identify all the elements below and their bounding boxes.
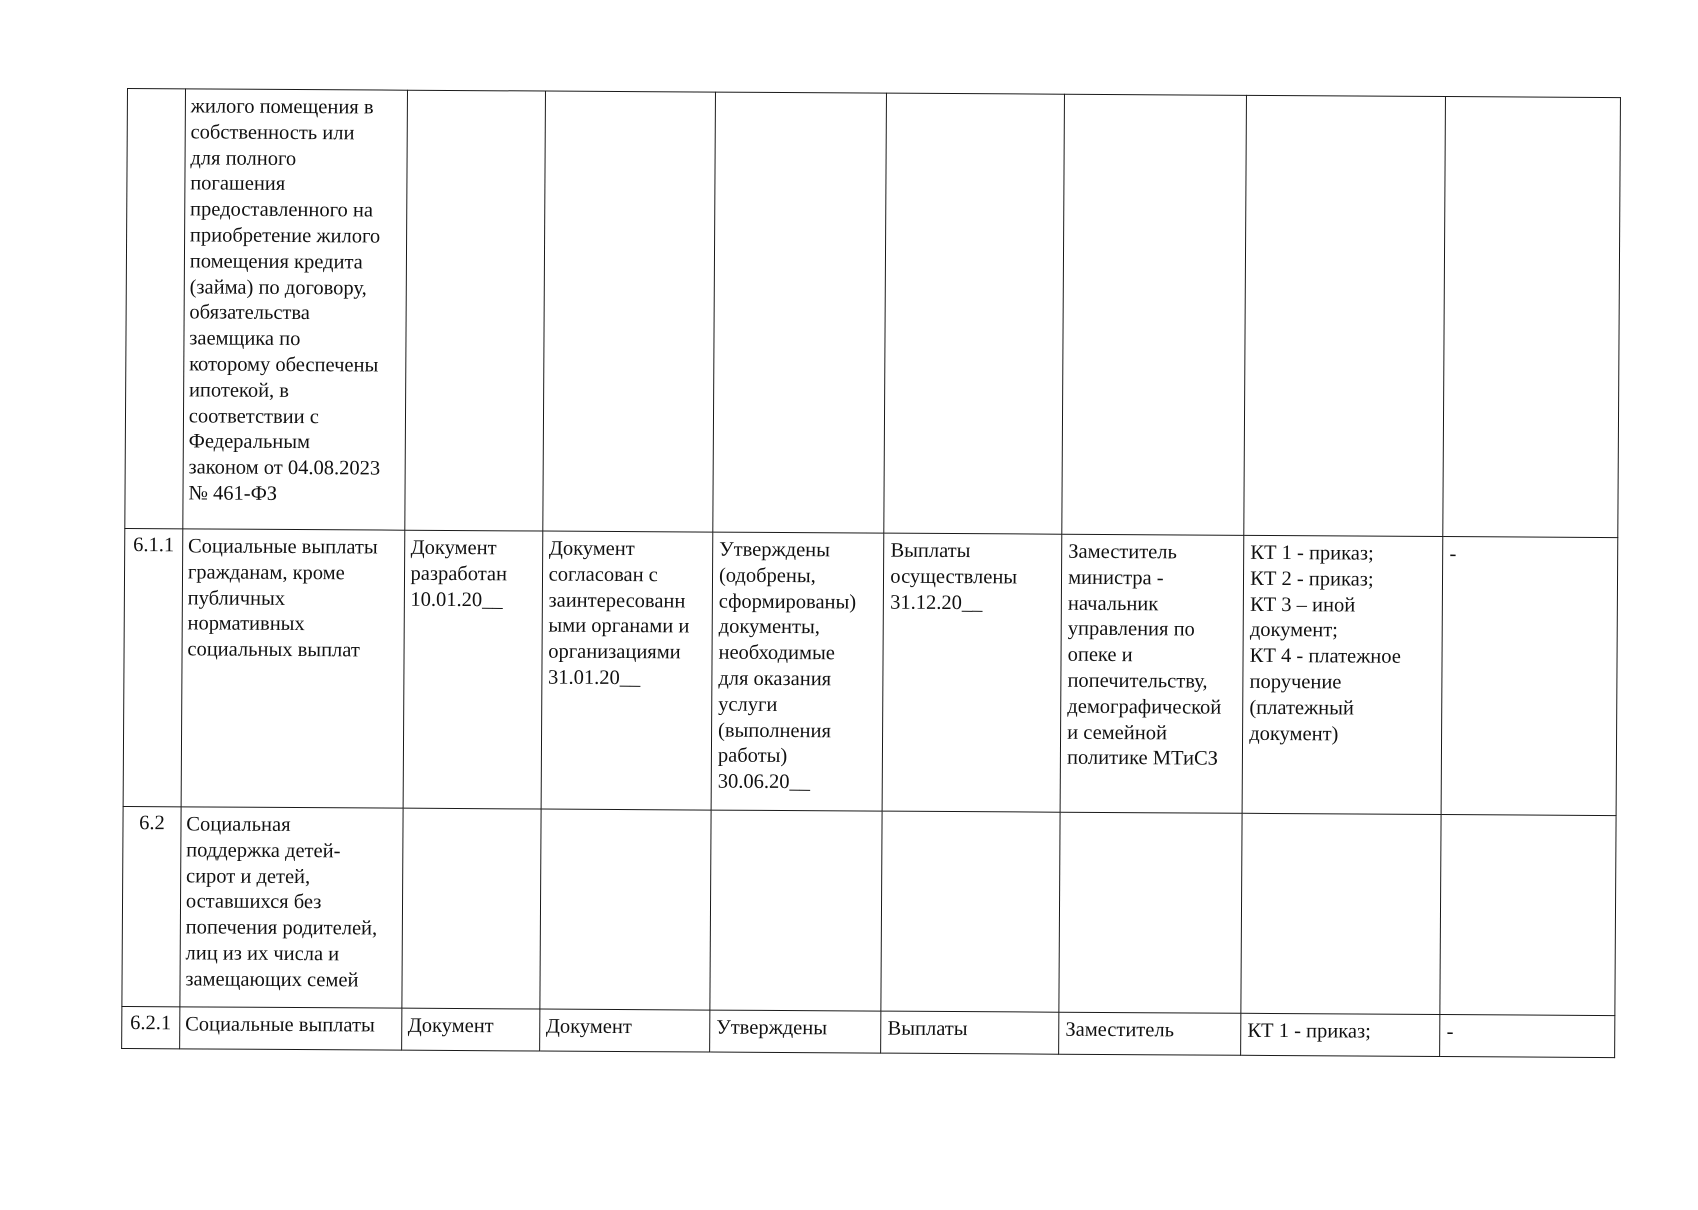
documents-cell: КТ 1 - приказ;: [1241, 1013, 1440, 1056]
control-point-4-cell: Выплаты: [881, 1011, 1059, 1054]
documents-cell: [1241, 813, 1441, 1014]
control-point-2-cell: [542, 91, 715, 532]
documents-cell: [1244, 95, 1446, 536]
row-number-cell: 6.2.1: [122, 1006, 180, 1048]
row-number-cell: 6.1.1: [123, 528, 183, 806]
control-point-3-cell: [713, 92, 887, 533]
control-point-3-cell: Утверждены: [710, 1010, 882, 1053]
table-row: [123, 528, 1618, 815]
note-cell: [1440, 815, 1616, 1016]
note-cell: [1443, 97, 1620, 538]
control-point-1-cell: [401, 808, 540, 1009]
documents-cell: КТ 1 - приказ; КТ 2 - приказ; КТ 3 – иной документ; КТ 4 - платежное поручение (платежный документ): [1242, 535, 1443, 814]
row-number-cell: 6.2: [122, 806, 181, 1006]
control-point-1-cell: Документ разработан 10.01.20__: [403, 530, 543, 809]
control-point-2-cell: Документ: [539, 1009, 710, 1052]
description-cell: Социальные выплаты гражданам, кроме публичных нормативных социальных выплат: [181, 529, 404, 808]
control-point-2-cell: [540, 809, 711, 1010]
responsible-cell: [1062, 94, 1247, 535]
control-point-3-cell: Утверждены (одобрены, сформированы) документы, необходимые для оказания услуги (выполнения работы) 30.06.20__: [711, 532, 884, 811]
control-point-2-cell: Документ согласован с заинтересованн ыми органами и организациями 31.01.20__: [541, 531, 713, 810]
table-row: [125, 88, 1621, 537]
table-row: [122, 1006, 1615, 1057]
control-point-1-cell: [404, 90, 545, 531]
control-point-4-cell: [884, 93, 1064, 534]
description-cell: Социальные выплаты: [179, 1007, 401, 1050]
description-cell: Социальная поддержка детей- сирот и детей, оставшихся без попечения родителей, лиц из их числа и замещающих семей: [180, 807, 403, 1008]
responsible-cell: Заместитель: [1059, 1012, 1241, 1055]
row-number-cell: [125, 88, 186, 528]
control-points-table: [121, 88, 1621, 1058]
responsible-cell: Заместитель министра - начальник управления по опеке и попечительству, демографической и семейной политике МТиСЗ: [1060, 534, 1244, 813]
control-point-4-cell: [881, 811, 1060, 1012]
control-point-4-cell: Выплаты осуществлены 31.12.20__: [882, 533, 1061, 812]
control-point-3-cell: [710, 810, 883, 1011]
control-point-1-cell: Документ: [401, 1008, 539, 1051]
description-cell: жилого помещения в собственность или для полного погашения предоставленного на приобретение жилого помещения кредита (займа) по договору, обязательства заемщика по которому обеспечены ипотекой, в соответствии с Федеральным законом от 04.08.2023 № 461-ФЗ: [183, 89, 407, 530]
note-cell: -: [1441, 537, 1617, 816]
note-cell: -: [1440, 1015, 1615, 1058]
table-row: [122, 806, 1616, 1015]
responsible-cell: [1059, 812, 1242, 1013]
